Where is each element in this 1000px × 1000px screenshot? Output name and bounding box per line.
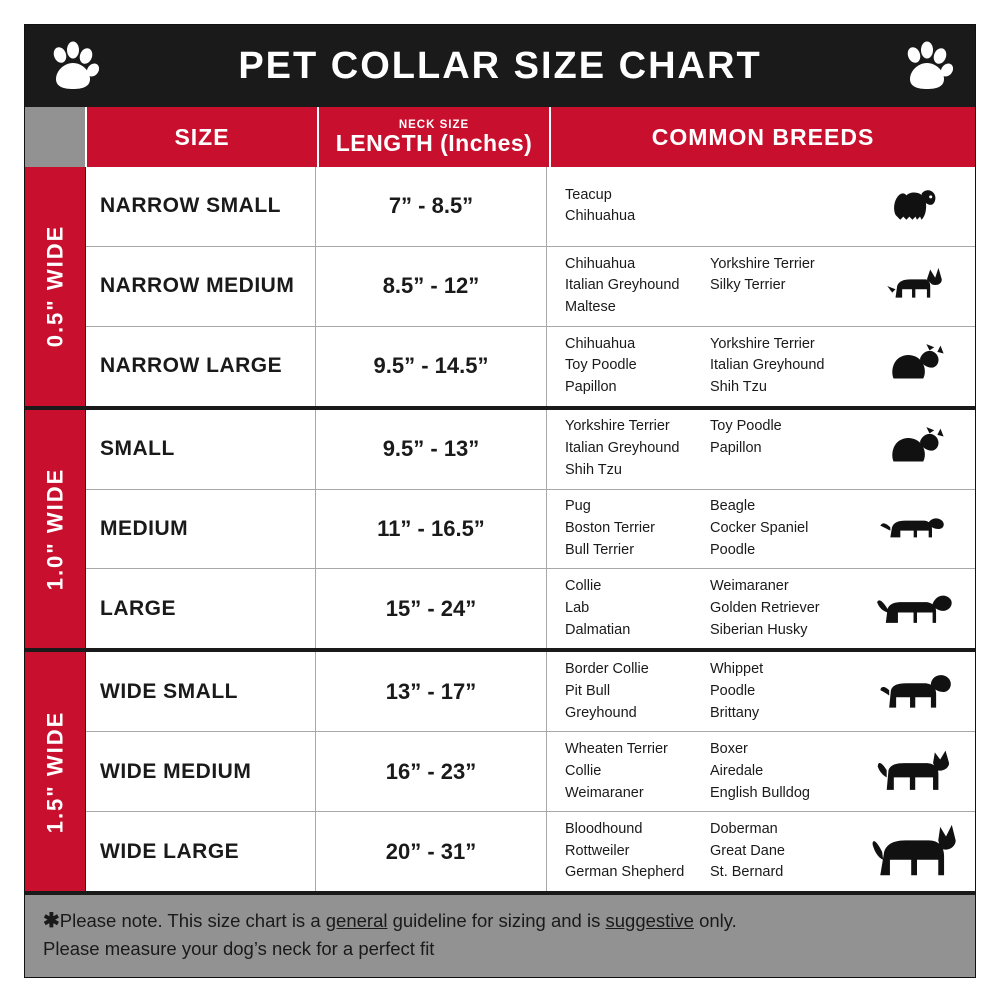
- footer-line-2: Please measure your dog’s neck for a perfect fit: [43, 938, 435, 959]
- table-row: [86, 167, 975, 246]
- breed-name: Weimaraner: [565, 784, 644, 801]
- breed-name: Airedale: [710, 762, 764, 779]
- footer-text-suggestive: suggestive: [605, 910, 694, 931]
- breed-name: Siberian Husky: [710, 621, 808, 638]
- breed-name: Greyhound: [565, 704, 637, 721]
- header-cell-length: [319, 107, 551, 167]
- cell-size: LARGE: [86, 569, 316, 648]
- breed-name: Papillon: [565, 379, 617, 396]
- breed-name: Papillon: [710, 440, 762, 457]
- breed-name: Yorkshire Terrier: [710, 255, 815, 272]
- chart-header: [25, 25, 975, 107]
- dog-boxer-icon: [871, 736, 963, 808]
- dog-papillon-icon: [871, 413, 963, 485]
- group-rows: [86, 167, 975, 406]
- group-label-width: [25, 652, 86, 891]
- breed-name: Shih Tzu: [710, 379, 767, 396]
- breed-column-2: [710, 334, 855, 399]
- cell-size: SMALL: [86, 410, 316, 489]
- breed-name: Collie: [565, 762, 602, 779]
- breed-name: Wheaten Terrier: [565, 741, 668, 758]
- group-1.0-wide: [25, 406, 975, 649]
- breed-name: Rottweiler: [565, 842, 630, 859]
- breed-name: Bloodhound: [565, 820, 643, 837]
- cell-length: 9.5” - 14.5”: [316, 327, 547, 406]
- dog-retriever-icon: [871, 573, 963, 645]
- group-rows: [86, 652, 975, 891]
- cell-length: 9.5” - 13”: [316, 410, 547, 489]
- breed-name: Chihuahua: [565, 255, 636, 272]
- cell-size: NARROW SMALL: [86, 167, 316, 246]
- cell-breeds: [547, 812, 975, 891]
- breed-name: Shih Tzu: [565, 461, 622, 478]
- cell-size: WIDE MEDIUM: [86, 732, 316, 811]
- breed-name: Whippet: [710, 661, 764, 678]
- group-label-width: [25, 410, 86, 649]
- breed-name: Yorkshire Terrier: [710, 335, 815, 352]
- footer-line-1: [43, 907, 957, 936]
- breed-name: Cocker Spaniel: [710, 520, 809, 537]
- breed-column-2: [710, 659, 855, 724]
- breed-column-2: [710, 819, 855, 884]
- breed-name: Collie: [565, 578, 602, 595]
- cell-length: 8.5” - 12”: [316, 247, 547, 326]
- table-body: [25, 167, 975, 891]
- table-row: [86, 811, 975, 891]
- table-row: [86, 410, 975, 489]
- group-0.5-wide: [25, 167, 975, 406]
- chart-frame: [24, 24, 976, 978]
- footer-note: [25, 891, 975, 977]
- asterisk-icon: ✱: [43, 910, 60, 932]
- cell-breeds: [547, 652, 975, 731]
- breed-column-1: [565, 416, 710, 481]
- cell-breeds: [547, 569, 975, 648]
- cell-breeds: [547, 490, 975, 569]
- cell-size: NARROW LARGE: [86, 327, 316, 406]
- breed-column-1: [565, 659, 710, 724]
- header-cell-length-sub: NECK SIZE: [398, 118, 470, 131]
- cell-breeds: [547, 327, 975, 406]
- dog-papillon-icon: [871, 330, 963, 402]
- group-1.5-wide: [25, 648, 975, 891]
- breed-name: Italian Greyhound: [565, 440, 680, 457]
- cell-length: 16” - 23”: [316, 732, 547, 811]
- breed-name: Dalmatian: [565, 621, 631, 638]
- breed-name: Poodle: [710, 541, 756, 558]
- footer-text-c: only.: [693, 910, 737, 931]
- breed-column-2: [710, 576, 855, 641]
- paw-print-icon: [901, 41, 953, 93]
- breed-name: Italian Greyhound: [710, 357, 825, 374]
- breed-name: Beagle: [710, 498, 756, 515]
- breed-name: Maltese: [565, 299, 616, 316]
- header-cell-breeds: COMMON BREEDS: [651, 123, 875, 150]
- breed-column-1: [565, 739, 710, 804]
- table-row: [86, 326, 975, 406]
- breed-column-2: [710, 739, 855, 804]
- cell-length: 11” - 16.5”: [316, 490, 547, 569]
- footer-text-a: Please note. This size chart is a: [59, 910, 326, 931]
- breed-name: German Shepherd: [565, 864, 685, 881]
- cell-breeds: [547, 247, 975, 326]
- breed-name: Brittany: [710, 704, 760, 721]
- breed-name: St. Bernard: [710, 864, 784, 881]
- breed-column-1: [565, 576, 710, 641]
- breed-name: Chihuahua: [565, 208, 636, 225]
- breed-column-2: [710, 496, 855, 561]
- header-cell-blank: [25, 107, 87, 167]
- footer-text-b: guideline for sizing and is: [387, 910, 606, 931]
- breed-column-1: [565, 185, 710, 229]
- breed-name: Pug: [565, 498, 591, 515]
- breed-column-1: [565, 254, 710, 319]
- group-rows: [86, 410, 975, 649]
- dog-chihuahua-icon: [871, 250, 963, 322]
- breed-name: Doberman: [710, 820, 778, 837]
- breed-name: English Bulldog: [710, 784, 810, 801]
- cell-length: 13” - 17”: [316, 652, 547, 731]
- breed-name: Boxer: [710, 741, 748, 758]
- breed-name: Toy Poodle: [710, 418, 782, 435]
- table-row: [86, 246, 975, 326]
- group-label-text: 1.0" WIDE: [42, 467, 68, 591]
- header-cell-length-main: LENGTH (Inches): [335, 129, 533, 156]
- cell-length: 15” - 24”: [316, 569, 547, 648]
- breed-column-2: [710, 416, 855, 481]
- breed-name: Pit Bull: [565, 682, 611, 699]
- breed-column-1: [565, 334, 710, 399]
- breed-column-1: [565, 819, 710, 884]
- group-label-text: 0.5" WIDE: [42, 225, 68, 348]
- page-title: PET COLLAR SIZE CHART: [238, 44, 762, 87]
- breed-name: Silky Terrier: [710, 277, 786, 294]
- breed-name: Border Collie: [565, 661, 649, 678]
- breed-name: Italian Greyhound: [565, 277, 680, 294]
- cell-size: NARROW MEDIUM: [86, 247, 316, 326]
- cell-size: WIDE SMALL: [86, 652, 316, 731]
- breed-name: Great Dane: [710, 842, 785, 859]
- breed-column-1: [565, 496, 710, 561]
- dog-doberman-icon: [871, 816, 963, 888]
- table-row: [86, 568, 975, 648]
- cell-length: 20” - 31”: [316, 812, 547, 891]
- dog-pitbull-icon: [871, 656, 963, 728]
- breed-name: Poodle: [710, 682, 756, 699]
- cell-length: 7” - 8.5”: [316, 167, 547, 246]
- breed-name: Boston Terrier: [565, 520, 655, 537]
- table-row: [86, 489, 975, 569]
- table-row: [86, 731, 975, 811]
- cell-breeds: [547, 410, 975, 489]
- table-row: [86, 652, 975, 731]
- breed-name: Yorkshire Terrier: [565, 418, 670, 435]
- breed-name: Weimaraner: [710, 578, 789, 595]
- cell-size: MEDIUM: [86, 490, 316, 569]
- footer-text-general: general: [325, 910, 388, 931]
- cell-breeds: [547, 732, 975, 811]
- breed-column-2: [710, 254, 855, 319]
- dog-yorkie-icon: [871, 170, 963, 242]
- group-label-width: [25, 167, 86, 406]
- breed-name: Golden Retriever: [710, 600, 820, 617]
- cell-size: WIDE LARGE: [86, 812, 316, 891]
- breed-name: Toy Poodle: [565, 357, 637, 374]
- breed-name: Lab: [565, 600, 590, 617]
- table-header-row: [25, 107, 975, 167]
- breed-name: Bull Terrier: [565, 541, 635, 558]
- breed-name: Chihuahua: [565, 335, 636, 352]
- group-label-text: 1.5" WIDE: [42, 710, 68, 833]
- header-cell-size: SIZE: [87, 107, 319, 167]
- cell-breeds: [547, 167, 975, 246]
- breed-column-2: [710, 185, 855, 229]
- breed-name: Teacup: [565, 186, 612, 203]
- paw-print-icon: [47, 41, 99, 93]
- dog-beagle-icon: [871, 493, 963, 565]
